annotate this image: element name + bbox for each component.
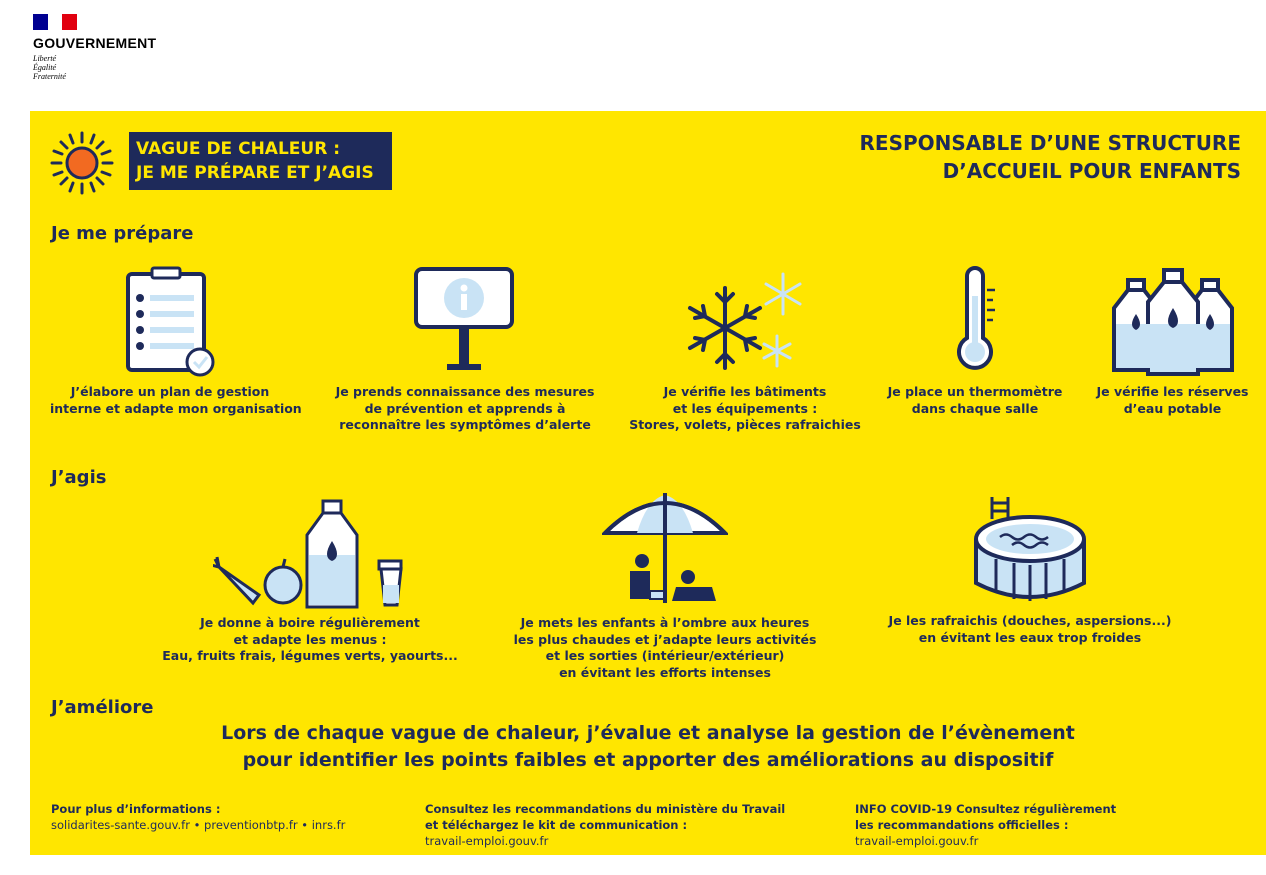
footer-heading: les recommandations officielles : (855, 818, 1069, 832)
improve-line: Lors de chaque vague de chaleur, j’évalue et analyse la gestion de l’évènement (221, 722, 1075, 744)
improve-line: pour identifier les points faibles et apporter des améliorations au dispositif (242, 749, 1054, 771)
role-line: RESPONSABLE D’UNE STRUCTURE (859, 131, 1241, 155)
footer-ministry (425, 801, 785, 849)
caption-line: J’élabore un plan de gestion (70, 384, 270, 399)
caption-line: Je les rafraichis (douches, aspersions...) (888, 613, 1172, 628)
caption-line: Je vérifie les réserves (1096, 384, 1249, 399)
footer-info (51, 801, 345, 833)
footer-covid (855, 801, 1116, 849)
caption-line: Stores, volets, pièces rafraichies (629, 417, 861, 432)
prepare-caption (885, 384, 1065, 417)
caption-line: et les sorties (intérieur/extérieur) (545, 648, 785, 663)
act-caption (500, 615, 830, 681)
prepare-caption (320, 384, 610, 434)
water-bottles-icon (1111, 266, 1235, 378)
caption-line: en évitant les efforts intenses (559, 664, 771, 680)
caption-line: dans chaque salle (911, 400, 1039, 416)
clipboard-icon (120, 266, 220, 378)
snowflake-icon (683, 266, 807, 378)
role-line: D’ACCUEIL POUR ENFANTS (942, 159, 1241, 183)
caption-line: Je prends connaissance des mesures (335, 384, 595, 399)
umbrella-shade-icon (602, 491, 728, 609)
caption-line: Je place un thermomètre (887, 384, 1063, 399)
act-item-drink (160, 499, 460, 665)
title-banner (129, 132, 392, 190)
prepare-item-info (320, 266, 610, 434)
sun-icon (50, 131, 114, 195)
logo-motto (33, 54, 156, 81)
caption-line: Je donne à boire régulièrement (200, 615, 420, 630)
banner-line: JE ME PRÉPARE ET J’AGIS (136, 163, 374, 183)
caption-line: d’eau potable (1123, 400, 1222, 416)
caption-line: Eau, fruits frais, légumes verts, yaourts... (162, 648, 458, 663)
pool-icon (972, 493, 1088, 607)
caption-line: et adapte les menus : (233, 631, 387, 647)
info-sign-icon (413, 266, 517, 378)
motto-line: Égalité (33, 63, 57, 72)
act-caption (870, 613, 1190, 646)
banner-line: VAGUE DE CHALEUR : (136, 139, 341, 159)
caption-line: Je vérifie les bâtiments (663, 384, 827, 399)
footer-link: travail-emploi.gouv.fr (425, 834, 549, 848)
prepare-item-buildings (620, 266, 870, 434)
government-logo (33, 14, 156, 81)
thermometer-icon (945, 266, 1005, 378)
poster-panel (30, 111, 1266, 855)
act-item-refresh (870, 493, 1190, 646)
caption-line: et les équipements : (672, 400, 818, 416)
motto-line: Fraternité (33, 72, 66, 81)
target-audience (860, 129, 1241, 185)
improve-statement (30, 720, 1266, 774)
prepare-caption (620, 384, 870, 434)
section-title-act: J’agis (51, 467, 107, 488)
caption-line: Je mets les enfants à l’ombre aux heures (520, 615, 810, 630)
footer-heading: Consultez les recommandations du ministère du Travail (425, 802, 786, 816)
prepare-caption (1085, 384, 1260, 417)
footer-heading: INFO COVID-19 Consultez régulièrement (855, 802, 1117, 816)
footer-link: travail-emploi.gouv.fr (855, 834, 979, 848)
act-item-shade (500, 491, 830, 681)
section-title-improve: J’améliore (51, 697, 154, 718)
prepare-item-water (1085, 266, 1260, 417)
motto-line: Liberté (33, 54, 57, 63)
act-caption (160, 615, 460, 665)
caption-line: reconnaître les symptômes d’alerte (339, 417, 591, 432)
footer-heading: Pour plus d’informations : (51, 802, 221, 816)
caption-line: en évitant les eaux trop froides (918, 629, 1142, 645)
food-and-water-icon (213, 499, 407, 609)
caption-line: les plus chaudes et j’adapte leurs activités (513, 631, 817, 647)
prepare-item-thermometer (885, 266, 1065, 417)
caption-line: de prévention et apprends à (364, 400, 566, 416)
section-title-prepare: Je me prépare (51, 223, 194, 244)
prepare-item-plan (50, 266, 302, 417)
french-flag-icon (33, 14, 77, 30)
footer-links: solidarites-sante.gouv.fr • preventionbtp.fr • inrs.fr (51, 818, 346, 832)
caption-line: interne et adapte mon organisation (50, 400, 302, 416)
footer-heading: et téléchargez le kit de communication : (425, 818, 688, 832)
prepare-caption (50, 384, 302, 417)
logo-title: GOUVERNEMENT (33, 35, 157, 51)
